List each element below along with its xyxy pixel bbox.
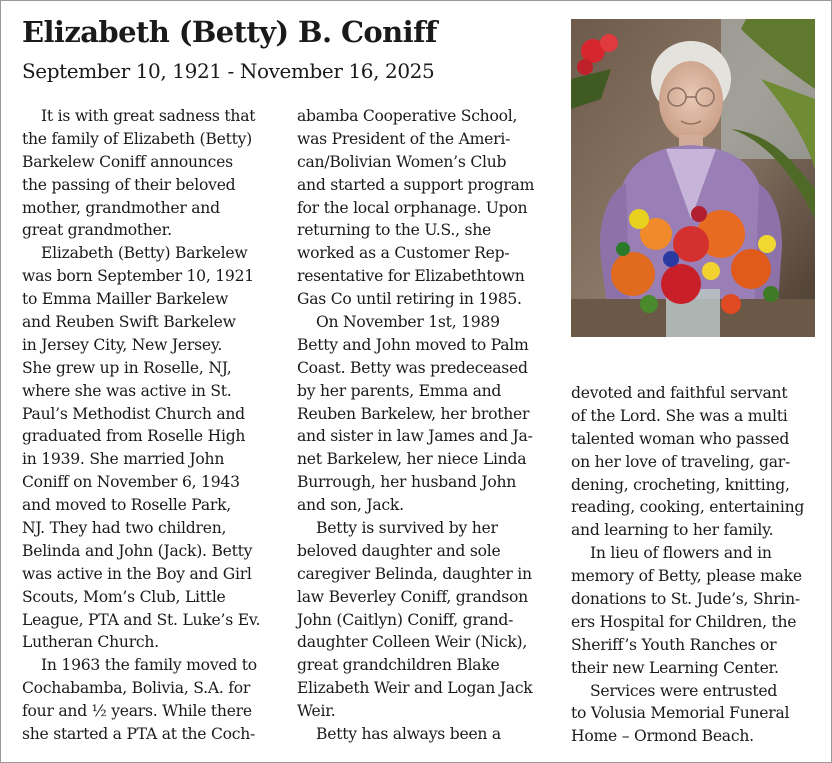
text-line: NJ. They had two children,	[22, 519, 227, 538]
text-line: On November 1st, 1989	[316, 313, 500, 332]
text-line: Services were entrusted	[590, 681, 778, 700]
text-line: in 1939. She married John	[22, 450, 225, 469]
obituary-dates: September 10, 1921 - November 16, 2025	[22, 59, 435, 83]
text-line: Elizabeth (Betty) Barkelew	[41, 244, 248, 263]
text-line: Elizabeth Weir and Logan Jack	[297, 679, 533, 698]
text-line: donations to St. Jude’s, Shrin-	[571, 590, 800, 609]
text-line: by her parents, Emma and	[297, 381, 502, 400]
text-line: She grew up in Roselle, NJ,	[22, 358, 232, 377]
text-line: Paul’s Methodist Church and	[22, 404, 245, 423]
text-line: Barkelew Coniff announces	[22, 152, 233, 171]
text-line: dening, crocheting, knitting,	[571, 475, 790, 494]
text-line: to Volusia Memorial Funeral	[571, 704, 790, 723]
text-line: and learning to her family.	[571, 521, 774, 540]
text-line: reading, cooking, entertaining	[571, 498, 805, 517]
text-line: net Barkelew, her niece Linda	[297, 450, 527, 469]
text-line: was active in the Boy and Girl	[22, 564, 252, 583]
text-line: was born September 10, 1921	[22, 267, 254, 286]
text-line: four and ½ years. While there	[22, 702, 252, 721]
text-line: daughter Colleen Weir (Nick),	[297, 633, 528, 652]
text-line: returning to the U.S., she	[297, 221, 492, 240]
text-line: Betty is survived by her	[316, 519, 498, 538]
text-line: can/Bolivian Women’s Club	[297, 152, 507, 171]
text-line: memory of Betty, please make	[571, 567, 802, 586]
text-line: abamba Cooperative School,	[297, 107, 518, 125]
text-line: was President of the Ameri-	[297, 129, 511, 148]
text-line: mother, grandmother and	[22, 198, 220, 217]
text-line: to Emma Mailler Barkelew	[22, 290, 229, 309]
text-line: It is with great sadness that	[41, 107, 256, 125]
text-line: Betty and John moved to Palm	[297, 335, 529, 354]
text-line: beloved daughter and sole	[297, 541, 501, 560]
text-line: Gas Co until retiring in 1985.	[297, 290, 522, 309]
text-line: their new Learning Center.	[571, 658, 779, 677]
text-column-1	[22, 105, 284, 746]
text-line: devoted and faithful servant	[571, 384, 788, 402]
text-line: and started a support program	[297, 175, 535, 194]
text-line: and sister in law James and Ja-	[297, 427, 533, 446]
text-line: the family of Elizabeth (Betty)	[22, 129, 253, 148]
text-line: Weir.	[297, 702, 336, 721]
text-column-2	[297, 105, 559, 746]
text-line: resentative for Elizabethtown	[297, 267, 525, 286]
text-line: Burrough, her husband John	[297, 473, 517, 492]
text-column-3	[571, 382, 832, 748]
text-line: and son, Jack.	[297, 496, 404, 515]
text-line: great grandchildren Blake	[297, 656, 500, 675]
text-line: and moved to Roselle Park,	[22, 496, 232, 515]
text-line: In lieu of flowers and in	[590, 544, 772, 563]
text-line: Belinda and John (Jack). Betty	[22, 541, 253, 560]
obituary-name: Elizabeth (Betty) B. Coniff	[22, 15, 437, 49]
text-line: League, PTA and St. Luke’s Ev.	[22, 610, 261, 629]
text-line: the passing of their beloved	[22, 175, 236, 194]
text-line: she started a PTA at the Coch-	[22, 725, 256, 744]
text-line: caregiver Belinda, daughter in	[297, 564, 532, 583]
text-line: Coniff on November 6, 1943	[22, 473, 240, 492]
text-line: for the local orphanage. Upon	[297, 198, 528, 217]
text-line: Lutheran Church.	[22, 633, 159, 652]
text-line: talented woman who passed	[571, 429, 790, 448]
text-line: Home – Ormond Beach.	[571, 727, 754, 746]
text-line: In 1963 the family moved to	[41, 656, 257, 675]
text-line: graduated from Roselle High	[22, 427, 246, 446]
portrait-photo	[571, 19, 815, 337]
text-line: John (Caitlyn) Coniff, grand-	[297, 610, 514, 629]
text-line: and Reuben Swift Barkelew	[22, 313, 236, 332]
text-line: where she was active in St.	[22, 381, 232, 400]
text-line: law Beverley Coniff, grandson	[297, 587, 528, 606]
text-line: Coast. Betty was predeceased	[297, 358, 528, 377]
text-line: worked as a Customer Rep-	[297, 244, 510, 263]
text-line: great grandmother.	[22, 221, 172, 240]
text-line: on her love of traveling, gar-	[571, 452, 791, 471]
text-line: Reuben Barkelew, her brother	[297, 404, 530, 423]
text-line: ers Hospital for Children, the	[571, 612, 797, 631]
text-line: Cochabamba, Bolivia, S.A. for	[22, 679, 251, 698]
text-line: Betty has always been a	[316, 725, 501, 744]
text-line: of the Lord. She was a multi	[571, 406, 788, 425]
text-line: in Jersey City, New Jersey.	[22, 335, 223, 354]
text-line: Scouts, Mom’s Club, Little	[22, 587, 226, 606]
text-line: Sheriff’s Youth Ranches or	[571, 635, 777, 654]
